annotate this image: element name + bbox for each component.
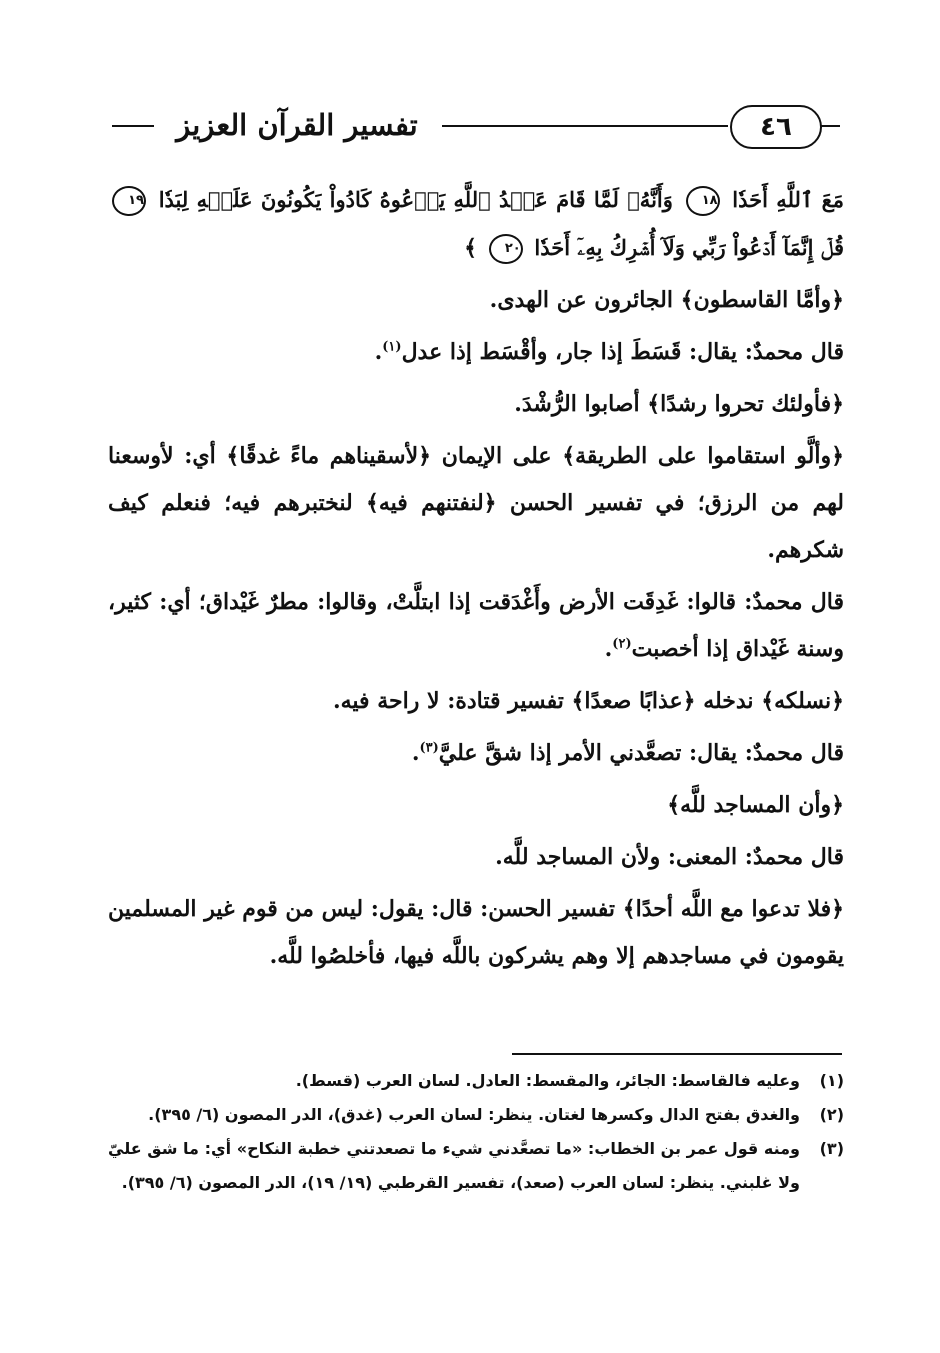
quoted-verse: ﴿فأولئك تحروا رشدًا﴾: [647, 391, 844, 417]
quoted-verse: ﴿لأسقيناهم ماءً غدقًا﴾: [226, 443, 432, 469]
verse-text-19: وَأَنَّهُۥ لَمَّا قَامَ عَبۡدُ ٱللَّهِ يَدۡعُوهُ كَادُواْ يَكُونُونَ عَلَيۡهِ لِبَدٗا: [158, 187, 673, 212]
commentary-text: تفسير الحسن: قال: يقول: ليس من قوم غير المسلمين يقومون في مساجدهم إلا وهم يشركون باللَّه فيها، فأخلصُوا للَّه.: [108, 896, 844, 969]
commentary-text: ندخله: [703, 688, 754, 714]
commentary-paragraph: [108, 834, 844, 881]
footnote: [108, 1132, 844, 1200]
header-rule-middle: [442, 125, 728, 127]
footnote-number: (٣): [819, 1139, 844, 1158]
quran-verses: مَعَ ٱللَّهِ أَحَدٗا ١٨ وَأَنَّهُۥ لَمَّا قَامَ عَبۡدُ ٱللَّهِ يَدۡعُوهُ كَادُواْ يَكُونُونَ عَلَيۡهِ لِبَدٗا ١٩ قُلۡ إِنَّمَآ أَدۡعُواْ رَبِّي وَلَآ أُشۡرِكُ بِهِۦٓ أَحَدٗا ٢٠ ﴾: [108, 176, 844, 272]
footnote-text: والغدق بفتح الدال وكسرها لغتان. ينظر: لسان العرب (غدق)، الدر المصون (٦/ ٣٩٥).: [148, 1105, 800, 1124]
commentary-text: قال محمدٌ: قالوا: غَدِقَت الأرض وأَغْدَقت إذا ابتلَّتْ، وقالوا: مطرٌ غَيْداق؛ أي: كثير، وسنة غَيْداق إذا أخصبت: [108, 589, 844, 662]
commentary-paragraph: [108, 886, 844, 980]
footnote-number: (١): [819, 1071, 844, 1090]
commentary-text: أي: لأوسعنا لهم من الرزق؛ في تفسير الحسن: [108, 443, 844, 516]
main-text: [108, 176, 844, 980]
commentary-text: على الإيمان: [441, 443, 552, 469]
page-header: [112, 103, 840, 149]
commentary-paragraph: [108, 433, 844, 574]
commentary-paragraph: [108, 381, 844, 428]
header-rule-left: [112, 125, 154, 127]
quoted-verse: ﴿عذابًا صعدًا﴾: [571, 688, 696, 714]
commentary-text: الجائرون عن الهدى.: [489, 287, 673, 313]
running-title: تفسير القرآن العزيز: [176, 108, 418, 142]
commentary-text: قال محمدٌ: المعنى: ولأن المساجد للَّه.: [495, 844, 844, 870]
footnote-reference: (١): [382, 339, 402, 355]
footnote-reference: (٣): [419, 740, 439, 756]
footnotes: [108, 1064, 844, 1200]
quoted-verse: ﴿لنفتنهم فيه﴾: [365, 490, 497, 516]
footnote: [108, 1098, 844, 1132]
page-number: ٤٦: [730, 105, 822, 149]
quoted-verse: ﴿نسلكه﴾: [761, 688, 844, 714]
quoted-verse: ﴿فلا تدعوا مع اللَّه أحدًا﴾: [622, 896, 844, 922]
commentary-text: تفسير قتادة: لا راحة فيه.: [332, 688, 564, 714]
commentary-text: قال محمدٌ: يقال: تصعَّدني الأمر إذا شقَّ عليَّ: [438, 740, 844, 766]
header-rule-right: [820, 125, 840, 127]
footnote: [108, 1064, 844, 1098]
commentary-text: قال محمدٌ: يقال: قَسَطَ إذا جار، وأقْسَط إذا عدل: [401, 339, 844, 365]
footnote-text: وعليه فالقاسط: الجائر، والمقسط: العادل. لسان العرب (قسط).: [295, 1071, 800, 1090]
quoted-verse: ﴿وأن المساجد للَّه﴾: [667, 792, 844, 818]
verse-number-19: ١٩: [112, 186, 146, 216]
commentary-text: أصابوا الرُّشْدَ.: [514, 391, 640, 417]
footnote-reference: (٢): [612, 636, 632, 652]
quoted-verse: ﴿وألَّو استقاموا على الطريقة﴾: [562, 443, 844, 469]
verse-text-18: مَعَ ٱللَّهِ أَحَدٗا: [732, 187, 844, 212]
commentary-paragraph: قال محمدٌ: يقال: تصعَّدني الأمر إذا شقَّ عليَّ$^{(٣)}$.: [411, 740, 844, 766]
quoted-verse: ﴿وأمَّا القاسطون﴾: [680, 287, 844, 313]
footnote-number: (٢): [819, 1105, 844, 1124]
commentary-paragraph: [108, 782, 844, 829]
verse-number-18: ١٨: [686, 186, 720, 216]
commentary-paragraph: [108, 678, 844, 725]
footnote-separator: [512, 1053, 842, 1055]
verse-text-20: قُلۡ إِنَّمَآ أَدۡعُواْ رَبِّي وَلَآ أُشۡرِكُ بِهِۦٓ أَحَدٗا: [534, 235, 844, 260]
commentary-text: لنختبرهم فيه؛ فنعلم كيف شكرهم.: [108, 490, 844, 563]
verse-number-20: ٢٠: [489, 234, 523, 264]
commentary-paragraph: قال محمدٌ: يقال: قَسَطَ إذا جار، وأقْسَط إذا عدل$^{(١)}$.: [374, 339, 844, 365]
footnote-text: ومنه قول عمر بن الخطاب: «ما تصعَّدني شيء ما تصعدتني خطبة النكاح» أي: ما شق عليّ ولا غلبني. ينظر: لسان العرب (صعد)، تفسير القرطبي (١٩/ ١٩)، الدر المصون (٦/ ٣٩٥).: [108, 1139, 800, 1192]
commentary-paragraph: [108, 277, 844, 324]
commentary-paragraph: قال محمدٌ: قالوا: غَدِقَت الأرض وأَغْدَقت إذا ابتلَّتْ، وقالوا: مطرٌ غَيْداق؛ أي: كثير، وسنة غَيْداق إذا أخصبت$^{(٢)}$.: [108, 589, 844, 662]
